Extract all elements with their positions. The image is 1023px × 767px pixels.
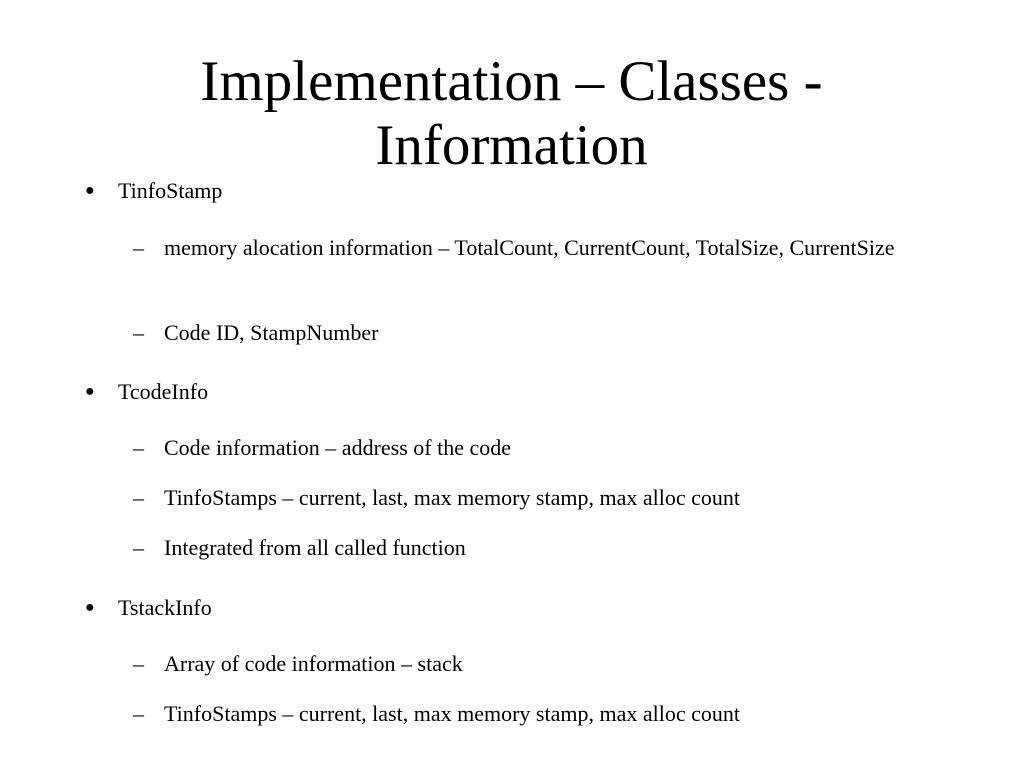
dash-marker: – — [133, 235, 144, 260]
sub-item-text: TinfoStamps – current, last, max memory stamp, max alloc count — [164, 485, 740, 510]
sub-item-text: Code information – address of the code — [164, 435, 512, 460]
bullet-marker: ● — [85, 383, 95, 400]
slide-title-line-1: Implementation – Classes - — [200, 50, 823, 113]
bullet-marker: ● — [85, 599, 95, 616]
sub-item-text: memory alocation information – TotalCount, CurrentCount, TotalSize, CurrentSize — [164, 235, 895, 260]
sub-item-text: TinfoStamps – current, last, max memory stamp, max alloc count — [164, 701, 740, 726]
dash-marker: – — [133, 651, 144, 676]
bullet-label: TcodeInfo — [118, 379, 209, 404]
sub-item-text: Array of code information – stack — [164, 651, 463, 676]
bullet-label: TstackInfo — [118, 595, 212, 620]
dash-marker: – — [133, 535, 144, 560]
dash-marker: – — [133, 701, 144, 726]
sub-item-text: Integrated from all called function — [164, 535, 466, 560]
bullet-marker: ● — [85, 182, 95, 199]
dash-marker: – — [133, 435, 144, 460]
bullet-label: TinfoStamp — [118, 178, 223, 203]
dash-marker: – — [133, 320, 144, 345]
slide-title-line-2: Information — [375, 114, 648, 177]
dash-marker: – — [133, 485, 144, 510]
sub-item-text: Code ID, StampNumber — [164, 320, 379, 345]
